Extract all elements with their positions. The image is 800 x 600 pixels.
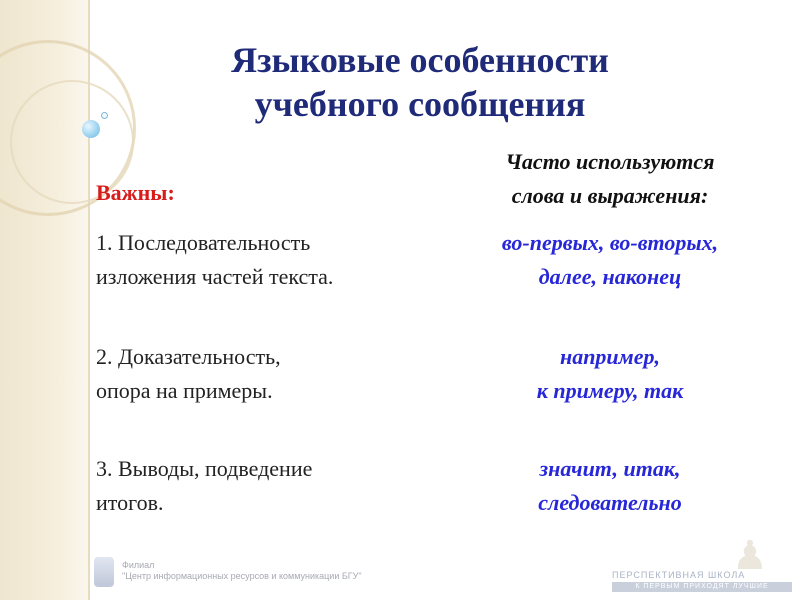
expressions-3 [445, 452, 775, 520]
slide-title [150, 38, 690, 126]
feature-item-text: опора на примеры. [96, 378, 273, 403]
feature-item-text: итогов. [96, 490, 164, 515]
expressions-2 [445, 340, 775, 408]
footer-branch-line-1: Филиал [122, 560, 155, 570]
expressions-text: далее, наконец [538, 264, 682, 289]
important-label: Важны: [96, 180, 175, 205]
bubble-icon [101, 112, 108, 119]
expressions-text: во-первых, во-вторых, [501, 230, 719, 255]
expressions-text: следовательно [538, 490, 682, 515]
expressions-header [450, 145, 770, 213]
title-line-2: учебного сообщения [254, 84, 586, 124]
expressions-text: к примеру, так [536, 378, 684, 403]
branch-logo-icon [94, 557, 114, 587]
figure-icon: ♟ [732, 533, 768, 579]
title-line-1: Языковые особенности [231, 40, 609, 80]
footer-branch-text [122, 560, 362, 582]
feature-item-text: изложения частей текста. [96, 264, 334, 289]
expressions-text: значит, итак, [539, 456, 681, 481]
feature-item-3 [96, 452, 436, 520]
expressions-header-line-2: слова и выражения: [511, 183, 709, 208]
expressions-text: например, [559, 344, 661, 369]
feature-item-2 [96, 340, 436, 408]
feature-item-1 [96, 226, 436, 294]
footer-branch-line-2: "Центр информационных ресурсов и коммуникации БГУ" [122, 571, 362, 581]
feature-item-text: 3. Выводы, подведение [96, 456, 313, 481]
footer-school-name: ПЕРСПЕКТИВНАЯ ШКОЛА [612, 570, 746, 580]
bubble-icon [82, 120, 100, 138]
expressions-header-line-1: Часто используются [505, 149, 715, 174]
footer-school-logo [612, 533, 792, 592]
feature-item-text: 2. Доказательность, [96, 344, 281, 369]
footer-school-slogan: К ПЕРВЫМ ПРИХОДЯТ ЛУЧШИЕ [612, 582, 792, 592]
feature-item-text: 1. Последовательность [96, 230, 311, 255]
expressions-1 [445, 226, 775, 294]
